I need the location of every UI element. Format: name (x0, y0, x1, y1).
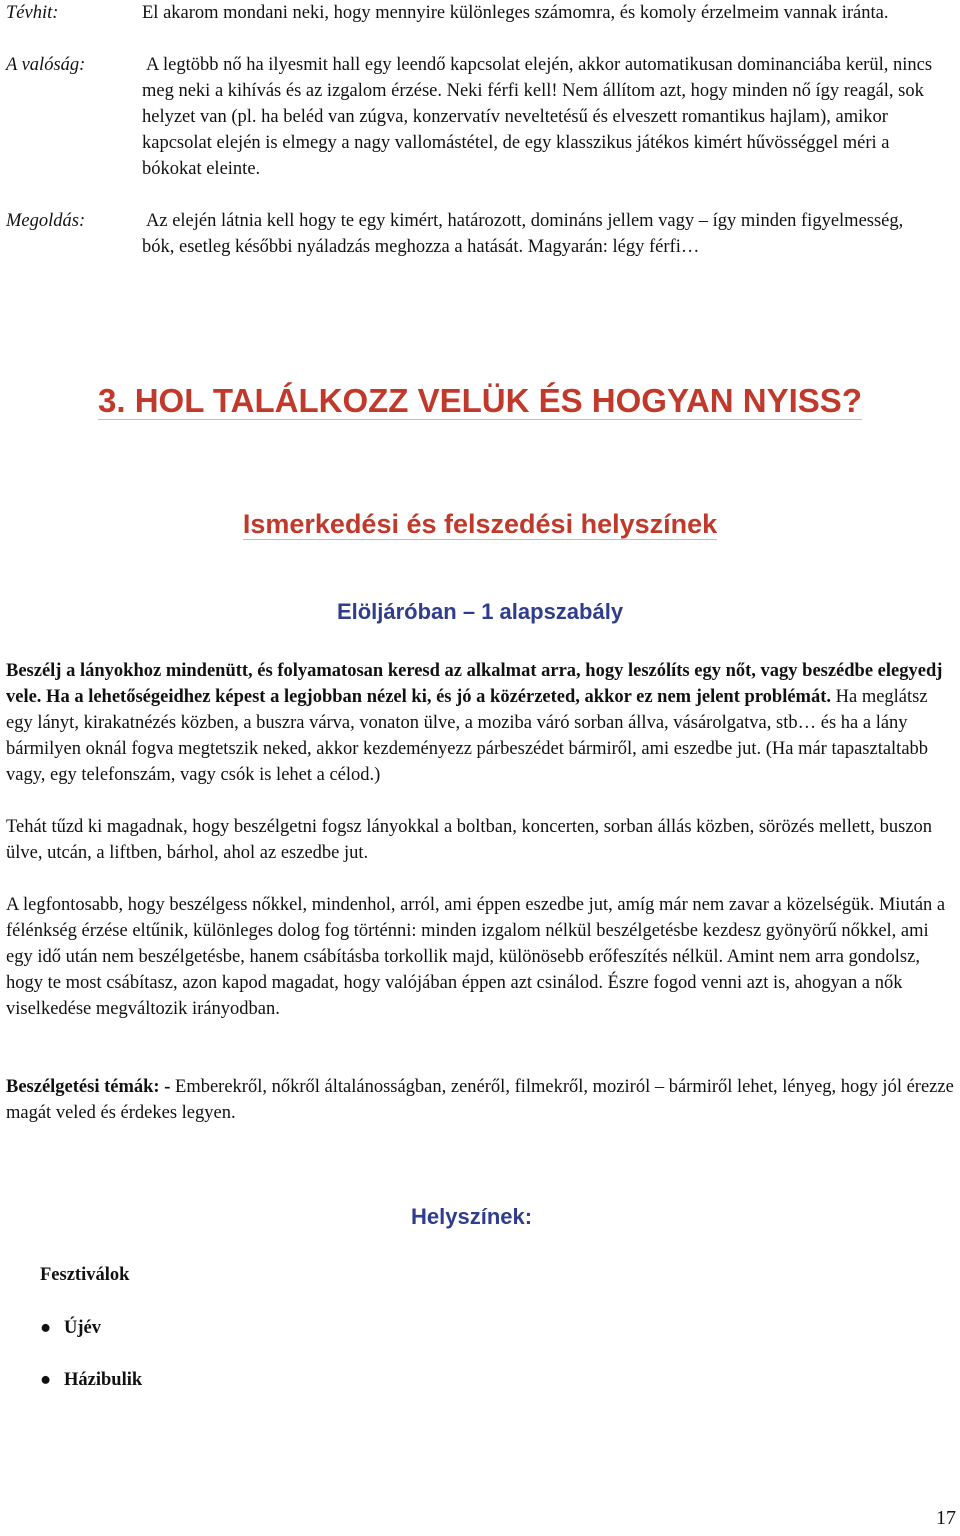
topics-text: Emberekről, nőkről általánosságban, zenéről, filmekről, moziról – bármiről lehet, lényeg, hogy jól érezze magát veled és érdekes legyen. (6, 1077, 954, 1123)
term-megoldas: Megoldás: (6, 211, 86, 231)
list-item (40, 1367, 142, 1393)
paragraph-goal: Tehát tűzd ki magadnak, hogy beszélgetni fogsz lányokkal a boltban, koncerten, sorban állás közben, sörözés mellett, buszon ülve, utcán, a liftben, bárhol, ahol az eszedbe jut. (6, 817, 932, 863)
bullet-icon: ● (40, 1318, 52, 1338)
rule-title: Elöljáróban – 1 alapszabály (336, 599, 624, 624)
topics-label: Beszélgetési témák: - (6, 1077, 176, 1097)
paragraph-main: A legfontosabb, hogy beszélgess nőkkel, mindenhol, arról, ami éppen eszedbe jut, amíg már nem zavar a közelségük. Miután a félénkség érzése eltűnik, különleges dolog fog történni: minden izgalom nélkül beszélgetésbe kezdesz gyönyörű nőkkel, ami egy idő után nem beszélgetésbe, hanem csábításba torkollik majd, különösebb erőfeszítés nélkül. Amint nem arra gondolsz, hogy te most csábítasz, azon kapod magadat, hogy valójában éppen azt csinálod. Észre fogod venni azt is, ahogyan a nők viselkedése megváltozik irányodban. (6, 895, 946, 1019)
section-title-text: 3. HOL TALÁLKOZZ VELÜK ÉS HOGYAN NYISS? (98, 382, 862, 419)
section-title (0, 380, 960, 422)
term-tevhit: Tévhit: (6, 3, 59, 23)
paragraph-intro-rest: Ha meglátsz egy lányt, kirakatnézés közben, a buszra várva, vonaton ülve, a moziba váró sorban állva, vásárolgatva, stb… és ha a lány bármilyen oknál fogva megtetszik neked, akkor kezdeményezz párbeszédet bármiről, ami eszedbe jut. (Ha már tapasztaltabb vagy, egy telefonszám, vagy csók is lehet a célod.) (6, 687, 929, 785)
paragraph-topics (6, 1074, 956, 1126)
bullet-icon: ● (40, 1370, 52, 1390)
list-item (40, 1315, 101, 1341)
subtitle-text: Ismerkedési és felszedési helyszínek (242, 509, 718, 539)
list-item-label: Házibulik (64, 1370, 143, 1390)
festivals-heading: Fesztiválok (40, 1265, 130, 1285)
places-heading: Helyszínek: (411, 1204, 533, 1229)
subtitle (0, 506, 960, 542)
page-number: 17 (936, 1507, 956, 1529)
definition-tevhit: El akarom mondani neki, hogy mennyire különleges számomra, és komoly érzelmeim vannak iránta. (142, 3, 889, 23)
definition-megoldas: Az elején látnia kell hogy te egy kimért, határozott, domináns jellem vagy – így minden figyelmesség, bók, esetleg későbbi nyáladzás meghozza a hatását. Magyarán: légy férfi… (142, 211, 904, 257)
list-item-label: Újév (64, 1318, 101, 1338)
term-valosag: A valóság: (6, 55, 86, 75)
paragraph-intro-bold: Beszélj a lányokhoz mindenütt, és folyamatosan keresd az alkalmat arra, hogy leszólíts egy nőt, vagy beszédbe elegyedj vele. Ha a lehetőségeidhez képest a legjobban nézel ki, és jó a közérzeted, akkor ez nem jelent problémát. (6, 661, 943, 707)
paragraph-intro (6, 658, 956, 788)
definition-valosag: A legtöbb nő ha ilyesmit hall egy leendő kapcsolat elején, akkor automatikusan dominanciába kerül, nincs meg neki a kihívás és az izgalom érzése. Neki férfi kell! Nem állítom azt, hogy minden nő így reagál, sok helyzet van (pl. ha beléd van zúgva, konzervatív neveltetésű és elveszett romantikus hajlam), amikor kapcsolat elején is elmegy a nagy vallomástétel, de egy klasszikus játékos kimért hűvösséggel méri a bókokat eleinte. (142, 55, 933, 179)
